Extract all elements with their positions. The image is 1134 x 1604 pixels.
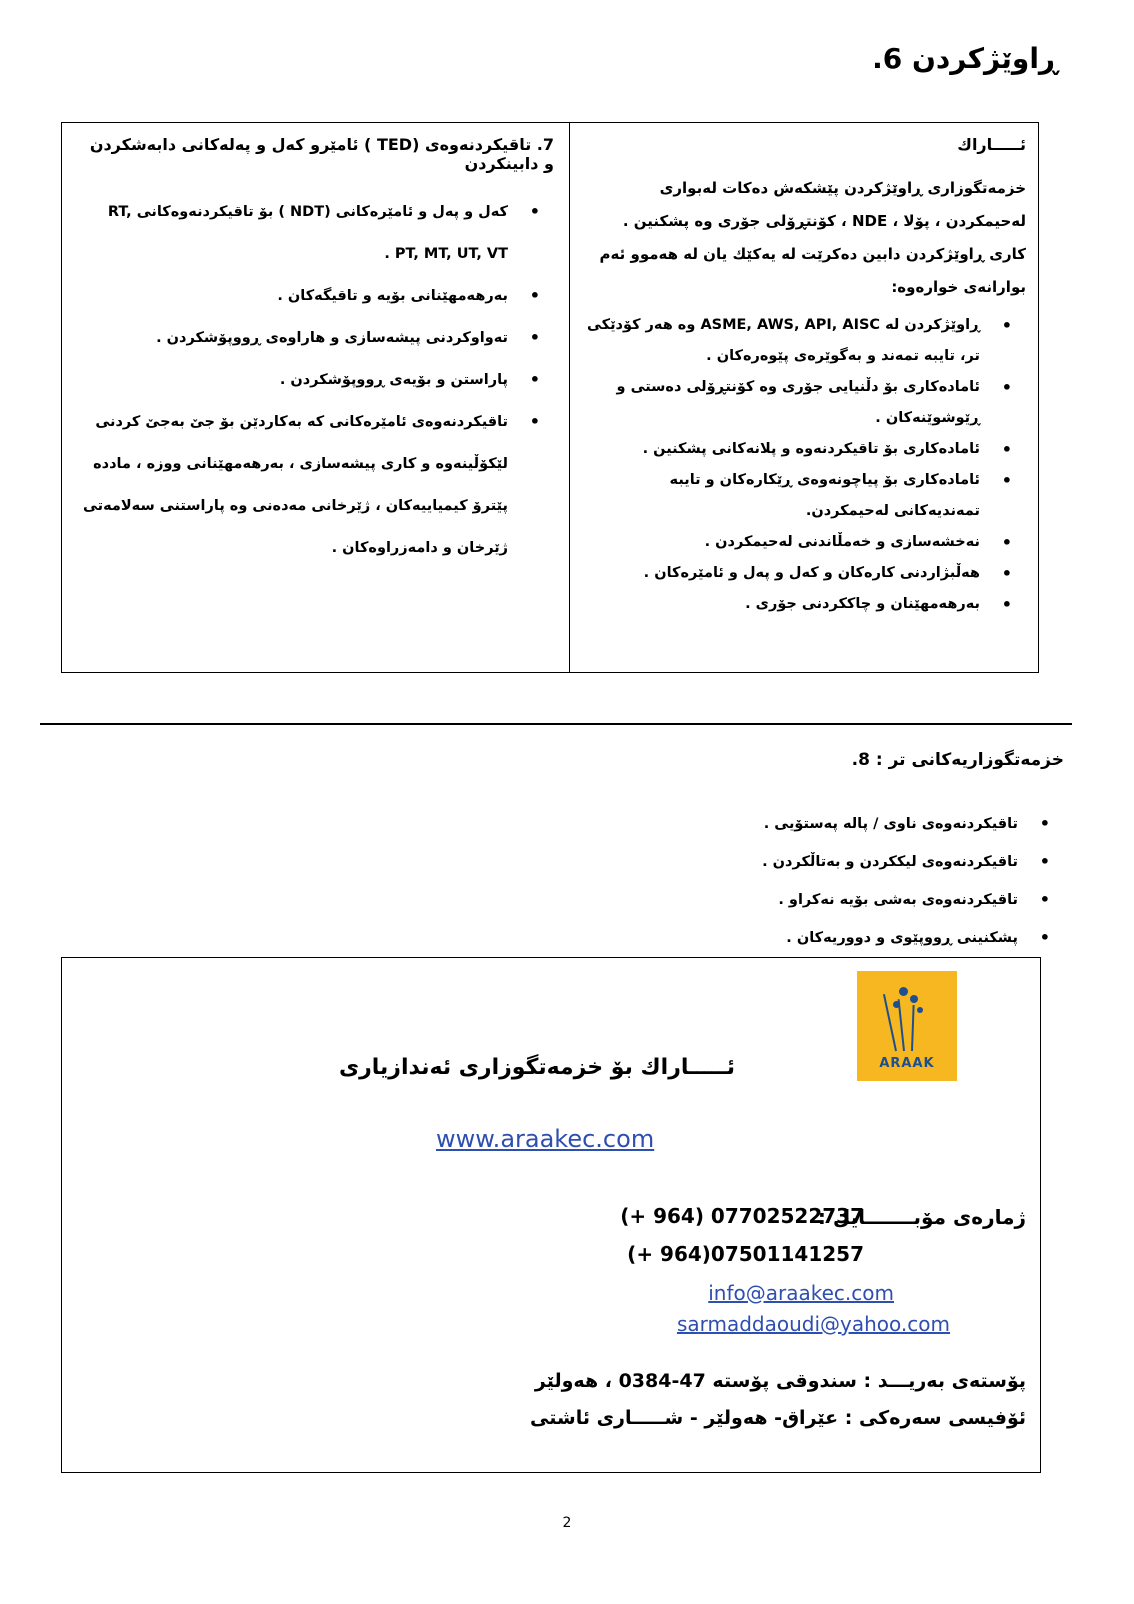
logo-text: ARAAK (879, 1056, 935, 1071)
list-item: • تەواوکردنی پیشەسازی و هاراوەی ڕووپۆشکردن . (80, 317, 554, 359)
list-item: • بەرهەمهێنان و چاککردنی جۆری . (582, 589, 1026, 620)
logo-line (911, 1005, 915, 1051)
postal-address: پۆستەی بەریـــد : سندوقی پۆستە 47-0384 ، هەولێر (534, 1370, 1026, 1392)
list-item: • بەرهەمهێنانی بۆیە و تاقیگەکان . (80, 275, 554, 317)
list-item: • هەڵبژاردنی کارەکان و کەل و پەل و ئامێرەکان . (582, 558, 1026, 589)
email-link-info[interactable]: info@araakec.com (708, 1281, 894, 1305)
logo-dot (893, 1001, 900, 1008)
list-item: • ئامادەکاری بۆ تاقیکردنەوە و پلانەکانی پشکنین . (582, 434, 1026, 465)
page-number: 2 (562, 1515, 572, 1531)
section-6-number: 6. (872, 42, 903, 75)
contact-box (61, 957, 1041, 1473)
section-8-number: 8. (851, 750, 870, 770)
email-link-yahoo[interactable]: sarmaddaoudi@yahoo.com (676, 1312, 950, 1336)
section-6-title: ڕاوێژکردن (912, 42, 1058, 75)
phone-number-1: (+ 964) 07702522737 (620, 1204, 864, 1228)
list-item: • تاقیکردنەوەی ناوی / پالە پەستۆیی . (364, 805, 1064, 843)
list-item: • تاقیکردنەوەی لیککردن و بەتاڵکردن . (364, 843, 1064, 881)
list-item: • نەخشەسازی و خەمڵاندنی لەحیمکردن . (582, 527, 1026, 558)
list-item: • تاقیکردنەوەی بەشی بۆیە نەکراو . (364, 881, 1064, 919)
araak-heading: ئـــــاراك (957, 135, 1026, 154)
company-name: ئـــــاراك بۆ خزمەتگوزاری ئەندازیاری (338, 1055, 735, 1080)
list-item: • پشکنینی ڕووپێوی و دووریەکان . (364, 919, 1064, 957)
mobile-label: ژمارەی مۆبـــــــایل : (817, 1205, 1026, 1229)
list-item: • کەل و پەل و ئامێرەکانی (NDT ) بۆ تاقیکردنەوەکانی RT, PT, MT, UT, VT . (80, 191, 554, 275)
araak-consulting-column (568, 123, 1038, 672)
section-7-table (61, 122, 1039, 673)
horizontal-rule (40, 723, 1072, 725)
list-item: • ڕاوێژکردن لە ASME, AWS, API, AISC وە هەر کۆدێکی تر، تایبە تمەند و بەگوێرەی پێوەرەکان . (582, 310, 1026, 372)
testing-column (62, 123, 568, 672)
logo-dot (899, 987, 908, 996)
section-8-title: خزمەتگوزاریەکانی تر : (875, 750, 1064, 770)
list-item: • ئامادەکاری بۆ پیاچونەوەی ڕێکارەکان و تایبە تمەندیەکانی لەحیمکردن. (582, 465, 1026, 527)
phone-number-2: (+ 964)07501141257 (627, 1242, 864, 1266)
consulting-list (582, 310, 1026, 620)
list-item: • تاقیکردنەوەی ئامێرەکانی کە بەکاردێن بۆ جێ بەجێ کردنی لێکۆڵینەوە و کاری پیشەسازی ، بەرهەمهێنانی ووزە ، ماددە پێترۆ کیمیاییەکان ، ژێرخانی مەدەنی وە پاراستنی سەلامەتی ژێرخان و دامەزراوەکان . (80, 401, 554, 569)
logo-dot (917, 1007, 923, 1013)
website-link[interactable]: www.araakec.com (436, 1125, 655, 1153)
list-item: • پاراستن و بۆیەی ڕووپۆشکردن . (80, 359, 554, 401)
araak-logo (857, 971, 957, 1081)
testing-list (80, 191, 554, 569)
section-7-heading: 7. تاقیکردنەوەی (TED ) ئامێرو کەل و پەلەکانی دابەشکردن و دابینکردن (89, 135, 554, 173)
consulting-intro: خزمەتگوزاری ڕاوێژکردن پێشکەش دەکات لەبواری لەحیمکردن ، پۆلا ، NDE ، کۆنتڕۆلی جۆری وە پشکنین . کاری ڕاوێژکردن دابین دەکرێت لە یەکێك یان لە هەموو ئەم بوارانەی خوارەوە: (599, 179, 1026, 296)
office-address: ئۆفیسی سەرەکی : عێراق- هەولێر - شـــــاری ئاشتی (530, 1407, 1026, 1429)
section-6-heading (872, 42, 1058, 75)
other-services-list (364, 805, 1064, 957)
logo-dot (910, 995, 918, 1003)
list-item: • ئامادەکاری بۆ دڵنیایی جۆری وە کۆنتڕۆلی دەستی و ڕێوشوێنەکان . (582, 372, 1026, 434)
section-8-heading (852, 750, 1064, 770)
